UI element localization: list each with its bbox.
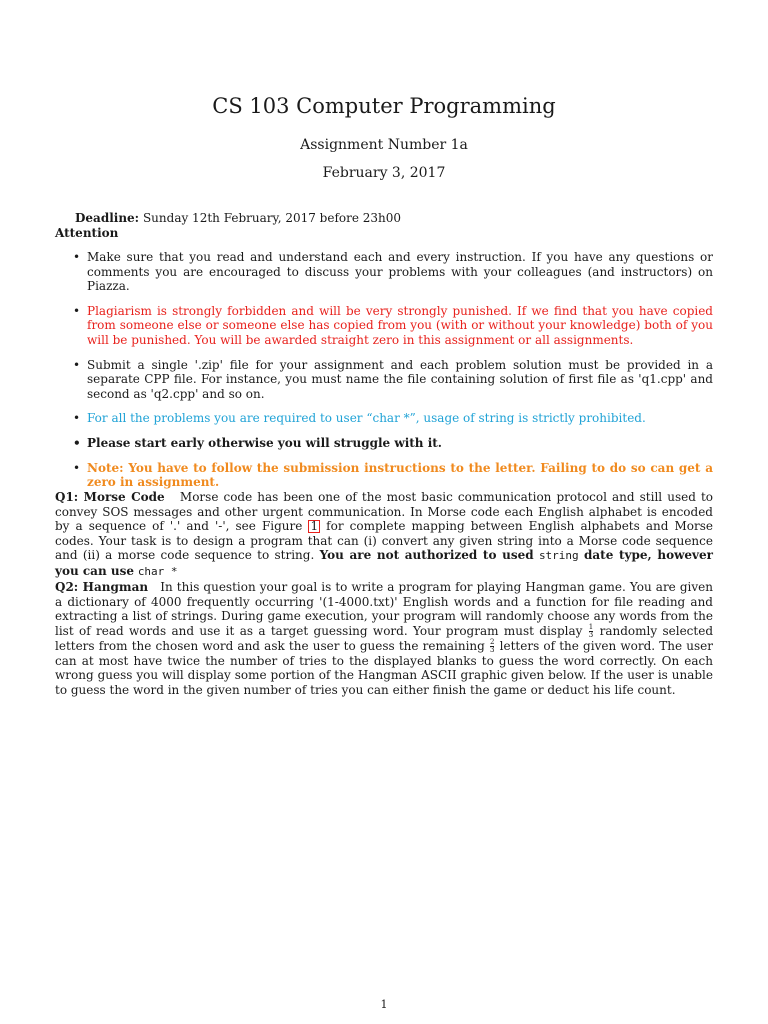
bullet-icon: •	[73, 435, 81, 450]
bullet-icon: •	[73, 460, 81, 475]
deadline-line	[75, 211, 401, 225]
figure-1-link[interactable]: 1	[310, 519, 319, 534]
question-1-morse-code	[55, 490, 713, 580]
bullet-icon: •	[73, 303, 81, 318]
instruction-item-start-early	[55, 436, 713, 451]
fraction-numerator: 1	[588, 622, 594, 631]
instruction-list	[55, 250, 713, 500]
instruction-text: For all the problems you are required to user “char *”, usage of string is strictly prohibited.	[87, 411, 646, 426]
bullet-icon: •	[73, 250, 81, 264]
fraction-numerator: 2	[490, 637, 495, 646]
bullet-icon: •	[73, 411, 81, 426]
instruction-text: Plagiarism is strongly forbidden and will be very strongly punished. If we find that you have copied from someone else or someone else has copied from you (with or without your knowledge) both of you will be punished. You will be awarded straight zero in this assignment or all assignments.	[87, 303, 713, 347]
fraction-denominator: 3	[588, 630, 594, 639]
code-char-pointer: char *	[137, 564, 178, 578]
question-1-restriction-continued: date type, however you can use	[55, 548, 713, 578]
document-date: February 3, 2017	[322, 165, 446, 181]
question-1-heading: Q1: Morse Code	[55, 490, 165, 504]
instruction-item-submission	[55, 358, 713, 402]
attention-heading: Attention	[55, 226, 119, 240]
code-string: string	[538, 549, 579, 563]
document-title: CS 103 Computer Programming	[212, 94, 556, 118]
instruction-item-plagiarism	[55, 304, 713, 348]
fraction-one-third	[589, 624, 593, 639]
question-1-text-continued: for complete mapping between English alphabets and Morse codes. Your task is to design a program that can (i) convert any given string into a Morse code sequence and (ii) a morse code sequence to string.	[55, 519, 713, 563]
fraction-two-thirds	[490, 639, 494, 654]
instruction-text: Make sure that you read and understand each and every instruction. If you have any questions or comments you are encouraged to discuss your problems with your colleagues (and instructors) on Piazza.	[87, 250, 713, 294]
instruction-text: Note: You have to follow the submission instructions to the letter. Failing to do so can get a zero in assignment.	[87, 460, 713, 490]
question-2-hangman	[55, 580, 713, 698]
question-1-text: Morse code has been one of the most basic communication protocol and still used to convey SOS messages and other urgent communication. In Morse code each English alphabet is encoded by a sequence of '.' and '-', see Figure	[55, 490, 714, 534]
question-2-text: In this question your goal is to write a program for playing Hangman game. You are given a dictionary of 4000 frequently occurring '(1-4000.txt)' English words and a function for file reading and extracting a list of strings. During game execution, your program will randomly choose any words from the list of read words and use it as a target guessing word. Your program must display	[55, 580, 713, 638]
fraction-denominator: 3	[490, 645, 495, 654]
question-2-text-continued: randomly selected letters from the chosen word and ask the user to guess the remaining	[55, 623, 714, 653]
question-2-heading: Q2: Hangman	[55, 580, 149, 594]
question-2-text-end: letters of the given word. The user can at most have twice the number of tries to the displayed blanks to guess the word correctly. On each wrong guess you will display some portion of the Hangman ASCII graphic given below. If the user is unable to guess the word in the given number of tries you can either finish the game or deduct his life count.	[55, 638, 713, 697]
instruction-item-note	[55, 461, 713, 490]
instruction-item-char-pointer	[55, 411, 713, 426]
instruction-text: Please start early otherwise you will struggle with it.	[87, 435, 442, 450]
assignment-number: Assignment Number 1a	[300, 137, 468, 153]
instruction-text: Submit a single '.zip' file for your assignment and each problem solution must be provided in a separate CPP file. For instance, you must name the file containing solution of first file as 'q1.cpp' and second as 'q2.cpp' and so on.	[87, 357, 713, 401]
bullet-icon: •	[73, 357, 81, 372]
page-number: 1	[380, 998, 388, 1011]
deadline-label: Deadline:	[75, 211, 140, 225]
deadline-text: Sunday 12th February, 2017 before 23h00	[142, 211, 402, 225]
question-1-restriction: You are not authorized to used	[319, 548, 534, 563]
instruction-item	[55, 250, 713, 294]
